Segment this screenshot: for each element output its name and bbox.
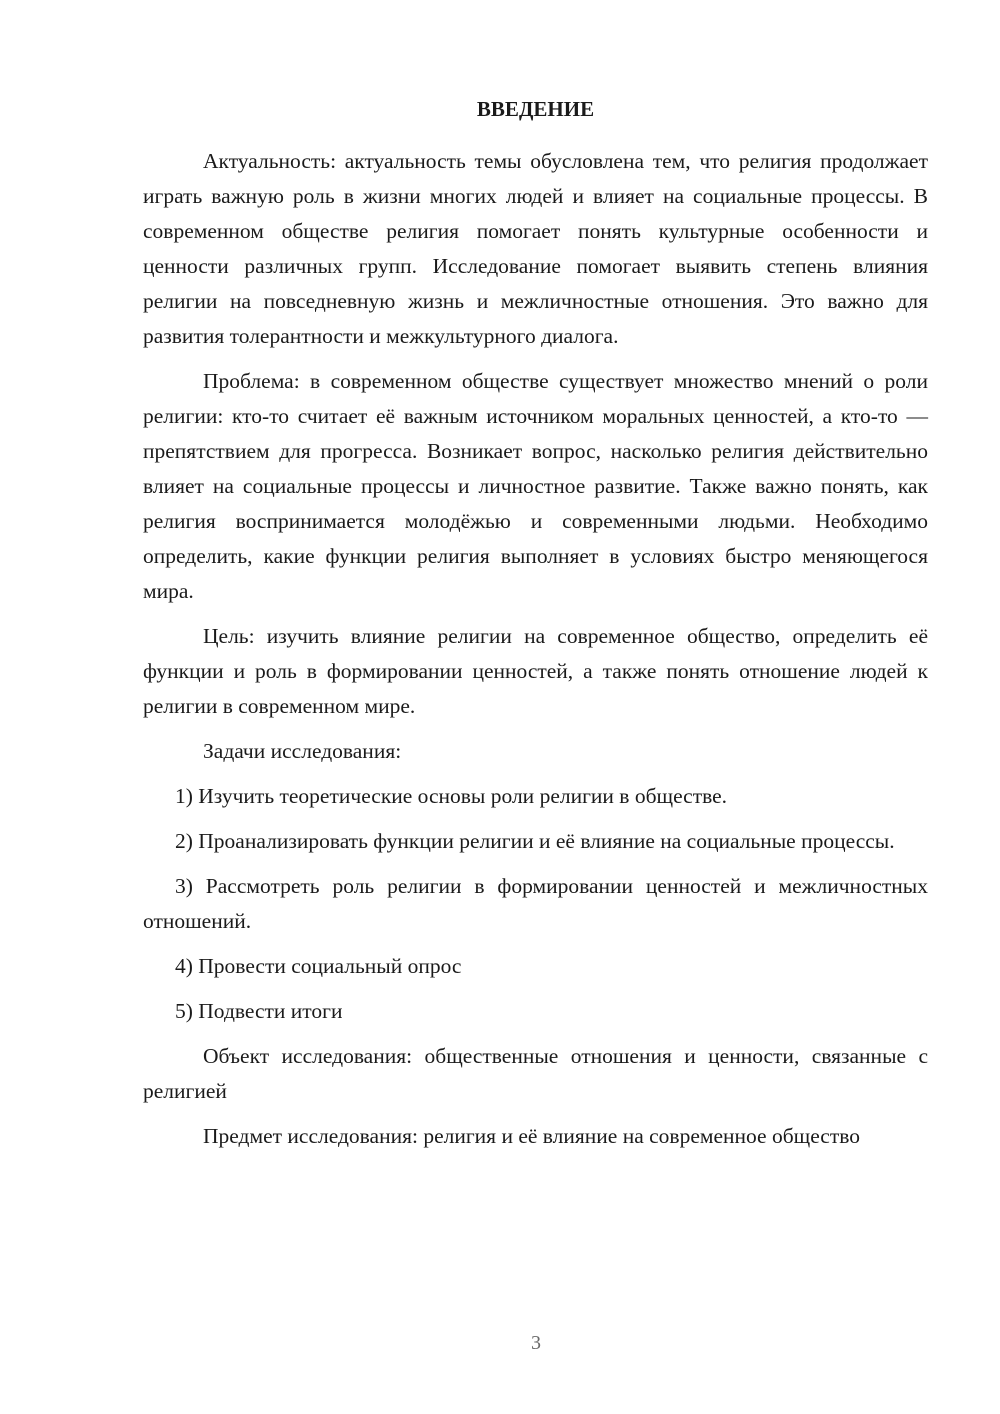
task-item: 1) Изучить теоретические основы роли религии в обществе. bbox=[175, 784, 728, 808]
document-body bbox=[143, 94, 928, 1164]
page-title: ВВЕДЕНИЕ bbox=[476, 97, 595, 121]
paragraph-relevance: Актуальность: актуальность темы обусловлена тем, что религия продолжает играть важную роль в жизни многих людей и влияет на социальные процессы. В современном обществе религия помогает понять культурные особенности и ценности различных групп. Исследование помогает выявить степень влияния религии на повседневную жизнь и межличностные отношения. Это важно для развития толерантности и межкультурного диалога. bbox=[143, 149, 928, 348]
task-item: 3) Рассмотреть роль религии в формировании ценностей и межличностных отношений. bbox=[143, 874, 928, 933]
task-item: 4) Провести социальный опрос bbox=[175, 954, 462, 978]
task-item: 2) Проанализировать функции религии и её влияние на социальные процессы. bbox=[175, 829, 895, 853]
paragraph-subject: Предмет исследования: религия и её влияние на современное общество bbox=[203, 1124, 860, 1148]
paragraph-problem: Проблема: в современном обществе существует множество мнений о роли религии: кто-то считает её важным источником моральных ценностей, а кто-то — препятствием для прогресса. Возникает вопрос, насколько религия действительно влияет на социальные процессы и личностное развитие. Также важно понять, как религия воспринимается молодёжью и современными людьми. Необходимо определить, какие функции религия выполняет в условиях быстро меняющегося мира. bbox=[143, 369, 928, 603]
task-item: 5) Подвести итоги bbox=[175, 999, 343, 1023]
paragraph-goal: Цель: изучить влияние религии на современное общество, определить её функции и роль в формировании ценностей, а также понять отношение людей к религии в современном мире. bbox=[143, 624, 928, 718]
paragraph-object: Объект исследования: общественные отношения и ценности, связанные с религией bbox=[143, 1044, 928, 1103]
page-number: 3 bbox=[531, 1332, 541, 1354]
tasks-heading: Задачи исследования: bbox=[203, 739, 402, 763]
